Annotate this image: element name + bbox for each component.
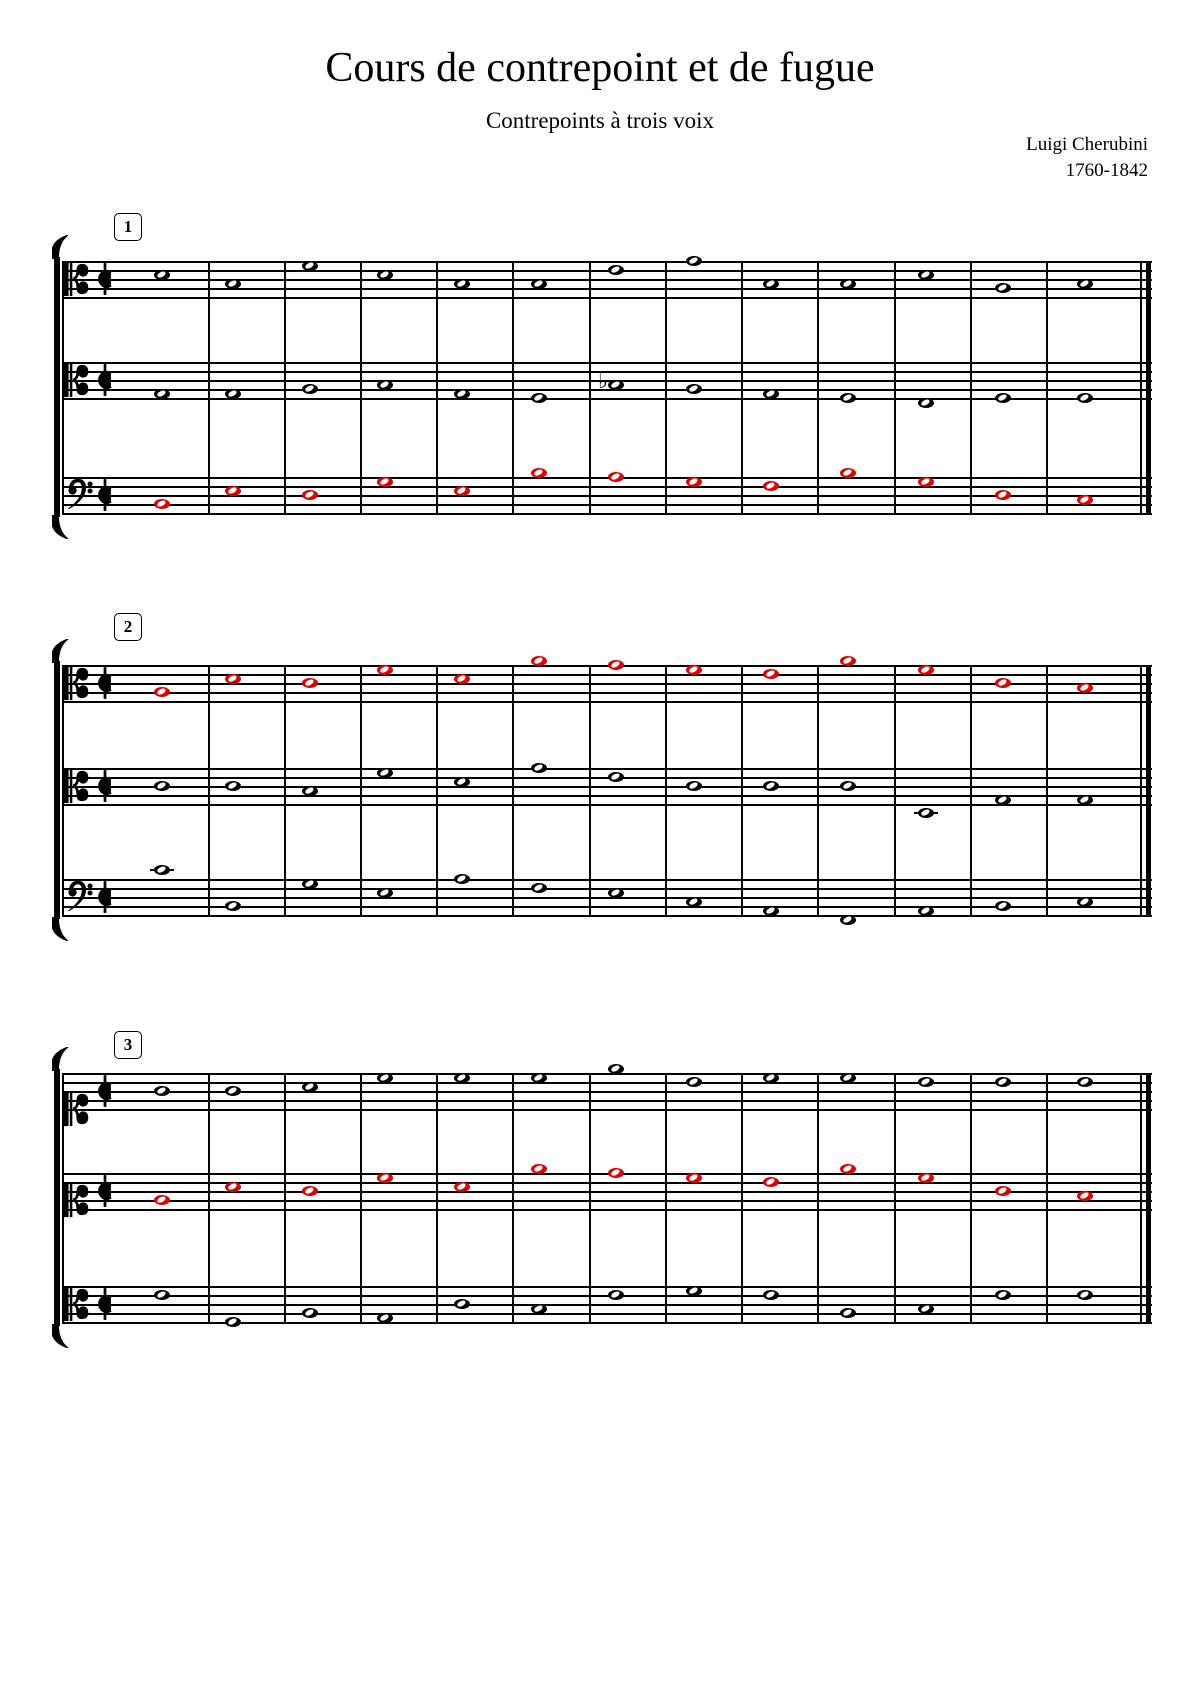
staff-line <box>62 1109 1152 1111</box>
whole-note <box>995 490 1011 500</box>
staff-line <box>62 692 1152 694</box>
cut-time-icon <box>95 1072 115 1110</box>
whole-note <box>608 772 624 782</box>
whole-note <box>531 883 547 893</box>
whole-note <box>377 1173 393 1183</box>
staff-line <box>62 683 1152 685</box>
barline <box>284 261 286 513</box>
page-subtitle: Contrepoints à trois voix <box>485 108 715 133</box>
staff-line <box>62 477 1152 479</box>
rehearsal-mark: 3 <box>114 1031 142 1059</box>
barline <box>970 261 972 513</box>
whole-note <box>531 1164 547 1174</box>
whole-note <box>840 656 856 666</box>
whole-note <box>377 380 393 390</box>
whole-note <box>454 1073 470 1083</box>
whole-note <box>302 1186 318 1196</box>
whole-note <box>686 781 702 791</box>
staff-line <box>62 1209 1152 1211</box>
whole-note <box>608 888 624 898</box>
whole-note <box>995 1186 1011 1196</box>
cut-time-icon <box>95 878 115 916</box>
whole-note <box>840 393 856 403</box>
staff-line <box>62 362 1152 364</box>
staff-line <box>62 777 1152 779</box>
whole-note <box>608 472 624 482</box>
whole-note <box>531 656 547 666</box>
whole-note <box>763 781 779 791</box>
whole-note <box>154 687 170 697</box>
whole-note <box>763 279 779 289</box>
whole-note <box>377 888 393 898</box>
barline <box>894 261 896 513</box>
whole-note <box>531 393 547 403</box>
staff-line <box>62 1313 1152 1315</box>
whole-note <box>377 477 393 487</box>
cut-time-icon <box>95 361 115 399</box>
whole-note <box>1077 683 1093 693</box>
flat-accidental: ♭ <box>598 368 608 393</box>
whole-note <box>302 786 318 796</box>
whole-note <box>302 384 318 394</box>
whole-note <box>840 915 856 925</box>
whole-note <box>454 486 470 496</box>
alto-clef-icon <box>64 360 89 400</box>
composer-dates: 1760-1842 <box>1065 160 1148 181</box>
whole-note <box>686 384 702 394</box>
whole-note <box>918 906 934 916</box>
staff-line <box>62 1295 1152 1297</box>
barline <box>817 261 819 513</box>
whole-note <box>918 398 934 408</box>
staff-line <box>62 804 1152 806</box>
whole-note <box>154 1290 170 1300</box>
whole-note <box>225 1086 241 1096</box>
whole-note <box>154 865 170 875</box>
whole-note <box>995 283 1011 293</box>
barline <box>1046 261 1048 513</box>
whole-note <box>302 490 318 500</box>
whole-note <box>454 1182 470 1192</box>
whole-note <box>918 808 934 818</box>
barline <box>589 261 591 513</box>
whole-note <box>531 1073 547 1083</box>
whole-note <box>377 768 393 778</box>
whole-note <box>531 468 547 478</box>
whole-note <box>454 874 470 884</box>
whole-note <box>454 1299 470 1309</box>
whole-note <box>1077 1191 1093 1201</box>
whole-note <box>225 1317 241 1327</box>
final-barline-thick <box>1146 261 1151 513</box>
staff-line <box>62 768 1152 770</box>
staff-line <box>62 897 1152 899</box>
whole-note <box>454 674 470 684</box>
whole-note <box>918 270 934 280</box>
barline <box>360 261 362 513</box>
alto-clef-icon <box>64 766 89 806</box>
staff-line <box>62 665 1152 667</box>
whole-note <box>995 901 1011 911</box>
staff-line <box>62 261 1152 263</box>
staff-line <box>62 888 1152 890</box>
bracket-top-hook-icon <box>52 235 72 259</box>
page-title: Cours de contrepoint et de fugue <box>325 45 875 91</box>
bracket-top-hook-icon <box>52 639 72 663</box>
whole-note <box>225 486 241 496</box>
whole-note <box>225 389 241 399</box>
whole-note <box>302 678 318 688</box>
whole-note <box>454 279 470 289</box>
whole-note <box>1077 279 1093 289</box>
whole-note <box>995 393 1011 403</box>
barline <box>436 261 438 513</box>
bracket-top-hook-icon <box>52 1047 72 1071</box>
whole-note <box>763 669 779 679</box>
whole-note <box>302 261 318 271</box>
bracket-bottom-hook-icon <box>52 1324 72 1348</box>
system-bracket <box>54 257 60 517</box>
whole-note <box>840 781 856 791</box>
alto-clef-icon <box>64 663 89 703</box>
cut-time-icon <box>95 664 115 702</box>
whole-note <box>686 1286 702 1296</box>
rehearsal-mark: 2 <box>114 613 142 641</box>
staff-line <box>62 795 1152 797</box>
bracket-bottom-hook-icon <box>52 917 72 941</box>
staff-line <box>62 1200 1152 1202</box>
whole-note <box>840 279 856 289</box>
staff-line <box>62 701 1152 703</box>
system-bracket <box>54 661 60 919</box>
final-barline-thin <box>1140 261 1142 513</box>
whole-note <box>608 660 624 670</box>
barline <box>208 261 210 513</box>
whole-note <box>763 1177 779 1187</box>
staff-line <box>62 915 1152 917</box>
whole-note <box>531 279 547 289</box>
whole-note <box>686 256 702 266</box>
whole-note <box>686 1173 702 1183</box>
cut-time-icon <box>95 260 115 298</box>
whole-note <box>531 1304 547 1314</box>
whole-note <box>763 389 779 399</box>
staff-line <box>62 1073 1152 1075</box>
whole-note <box>154 499 170 509</box>
staff-line <box>62 1304 1152 1306</box>
whole-note <box>1077 1290 1093 1300</box>
whole-note <box>840 468 856 478</box>
whole-note <box>608 1168 624 1178</box>
whole-note <box>686 1077 702 1087</box>
cut-time-icon <box>95 476 115 514</box>
staff-line <box>62 1082 1152 1084</box>
whole-note <box>1077 1077 1093 1087</box>
whole-note <box>1077 897 1093 907</box>
whole-note <box>840 1164 856 1174</box>
whole-note <box>686 477 702 487</box>
cut-time-icon <box>95 1172 115 1210</box>
staff-line <box>62 1191 1152 1193</box>
whole-note <box>918 1304 934 1314</box>
whole-note <box>995 1290 1011 1300</box>
whole-note <box>608 380 624 390</box>
mezzo-clef-icon <box>64 1180 89 1220</box>
whole-note <box>840 1073 856 1083</box>
whole-note <box>1077 495 1093 505</box>
system-bracket <box>54 1069 60 1326</box>
alto-clef-icon <box>64 259 89 299</box>
composer-name: Luigi Cherubini <box>1026 134 1148 155</box>
barline <box>741 261 743 513</box>
whole-note <box>608 1064 624 1074</box>
whole-note <box>225 674 241 684</box>
whole-note <box>918 477 934 487</box>
bass-clef-icon <box>66 476 94 513</box>
staff-line <box>62 504 1152 506</box>
staff-line <box>62 1100 1152 1102</box>
whole-note <box>531 763 547 773</box>
whole-note <box>225 279 241 289</box>
whole-note <box>302 879 318 889</box>
cut-time-icon <box>95 767 115 805</box>
whole-note <box>918 665 934 675</box>
whole-note <box>686 897 702 907</box>
rehearsal-mark: 1 <box>114 213 142 241</box>
staff-line <box>62 288 1152 290</box>
whole-note <box>608 1290 624 1300</box>
whole-note <box>840 1308 856 1318</box>
whole-note <box>225 901 241 911</box>
whole-note <box>454 777 470 787</box>
whole-note <box>302 1082 318 1092</box>
whole-note <box>302 1308 318 1318</box>
whole-note <box>763 1073 779 1083</box>
whole-note <box>1077 795 1093 805</box>
whole-note <box>763 1290 779 1300</box>
whole-note <box>377 1313 393 1323</box>
cut-time-icon <box>95 1285 115 1323</box>
whole-note <box>377 270 393 280</box>
whole-note <box>608 265 624 275</box>
whole-note <box>995 678 1011 688</box>
bracket-bottom-hook-icon <box>52 515 72 539</box>
barline <box>512 261 514 513</box>
whole-note <box>154 1195 170 1205</box>
bass-clef-icon <box>66 878 94 915</box>
whole-note <box>225 781 241 791</box>
staff-line <box>62 1286 1152 1288</box>
staff-line <box>62 270 1152 272</box>
whole-note <box>918 1077 934 1087</box>
staff-line <box>62 1173 1152 1175</box>
whole-note <box>154 1086 170 1096</box>
whole-note <box>1077 393 1093 403</box>
whole-note <box>377 1073 393 1083</box>
whole-note <box>686 665 702 675</box>
whole-note <box>918 1173 934 1183</box>
staff-line <box>62 297 1152 299</box>
whole-note <box>995 795 1011 805</box>
whole-note <box>154 389 170 399</box>
barline <box>665 261 667 513</box>
whole-note <box>454 389 470 399</box>
staff-line <box>62 398 1152 400</box>
alto-clef-icon <box>64 1284 89 1324</box>
staff-line <box>62 495 1152 497</box>
whole-note <box>377 665 393 675</box>
whole-note <box>225 1182 241 1192</box>
whole-note <box>154 270 170 280</box>
whole-note <box>763 906 779 916</box>
whole-note <box>763 481 779 491</box>
staff-line <box>62 879 1152 881</box>
whole-note <box>995 1077 1011 1087</box>
soprano-clef-icon <box>64 1089 89 1129</box>
whole-note <box>154 781 170 791</box>
staff-line <box>62 513 1152 515</box>
